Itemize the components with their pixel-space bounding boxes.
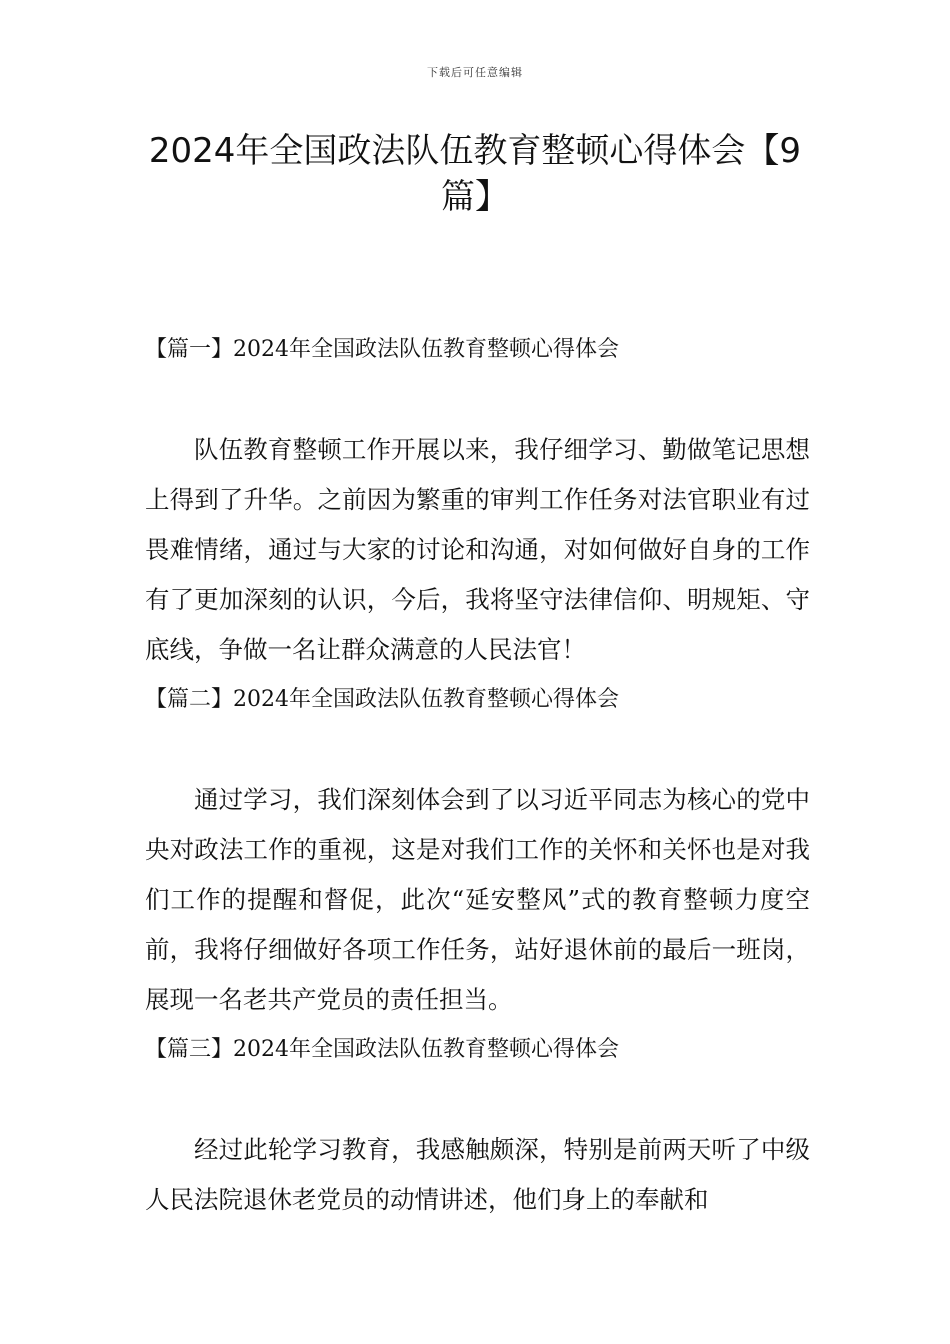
section-heading-1: 【篇一】2024年全国政法队伍教育整顿心得体会	[145, 337, 619, 362]
document-title: 2024年全国政法队伍教育整顿心得体会【9篇】	[148, 131, 802, 217]
document-body	[145, 325, 810, 1225]
header-note: 下载后可任意编辑	[427, 66, 523, 79]
section-body-3: 经过此轮学习教育，我感触颇深，特别是前两天听了中级人民法院退休老党员的动情讲述，他们身上的奉献和	[145, 1135, 810, 1214]
paragraph-gap	[145, 725, 810, 775]
section-body-2: 通过学习，我们深刻体会到了以习近平同志为核心的党中央对政法工作的重视，这是对我们工作的关怀和关怀也是对我们工作的提醒和督促，此次“延安整风”式的教育整顿力度空前，我将仔细做好各项工作任务，站好退休前的最后一班岗，展现一名老共产党员的责任担当。	[145, 785, 810, 1014]
section-body-1: 队伍教育整顿工作开展以来，我仔细学习、勤做笔记思想上得到了升华。之前因为繁重的审判工作任务对法官职业有过畏难情绪，通过与大家的讨论和沟通，对如何做好自身的工作有了更加深刻的认识，今后，我将坚守法律信仰、明规矩、守底线，争做一名让群众满意的人民法官！	[145, 435, 810, 664]
paragraph-gap	[145, 1075, 810, 1125]
paragraph-gap	[145, 375, 810, 425]
section-heading-2: 【篇二】2024年全国政法队伍教育整顿心得体会	[145, 687, 619, 712]
section-heading-3: 【篇三】2024年全国政法队伍教育整顿心得体会	[145, 1037, 619, 1062]
